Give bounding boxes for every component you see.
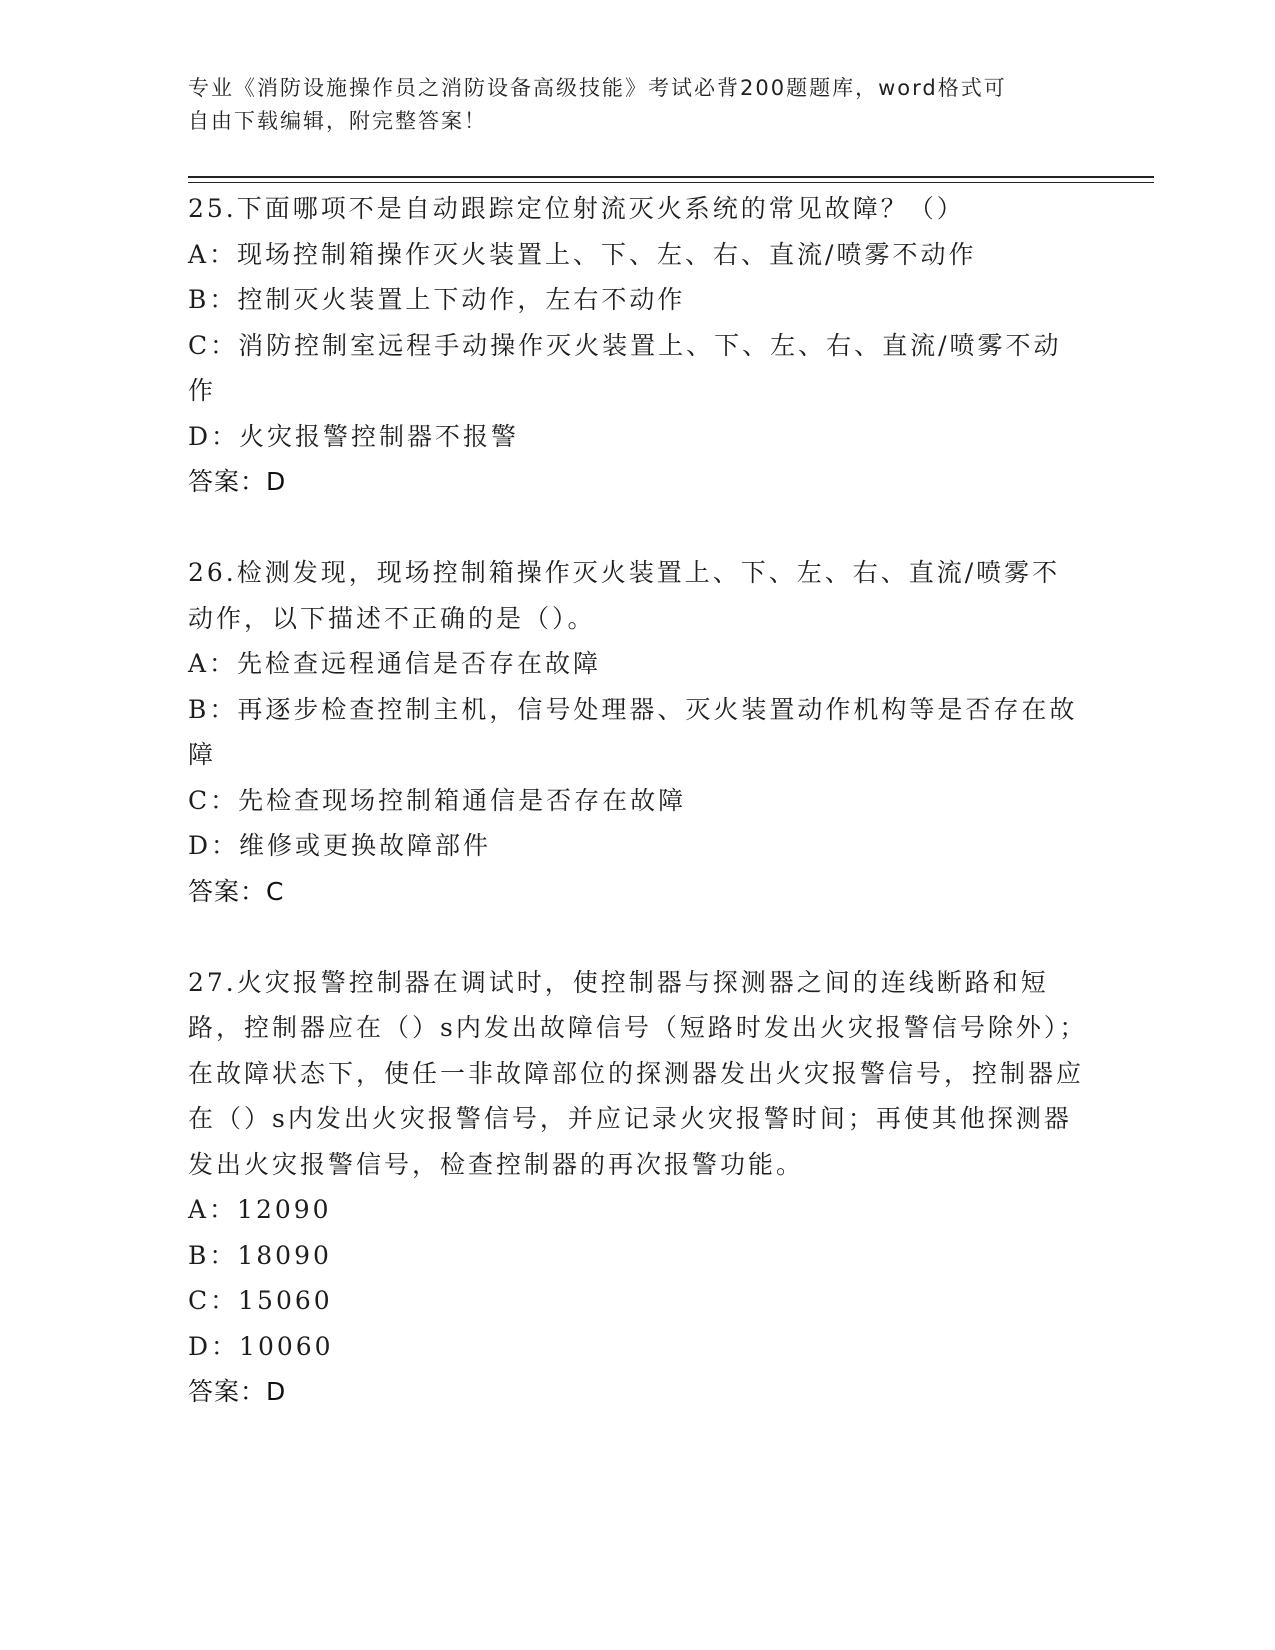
- question-26: [188, 550, 1088, 914]
- option-b: B：控制灭火装置上下动作，左右不动作: [188, 285, 686, 314]
- option-a: A：现场控制箱操作灭火装置上、下、左、右、直流/喷雾不动作: [188, 239, 977, 269]
- option-a: A：12090: [188, 1195, 332, 1224]
- document-header: [188, 72, 1068, 138]
- question-stem: 26.检测发现，现场控制箱操作灭火装置上、下、左、右、直流/喷雾不动作，以下描述不正确的是（）。: [188, 558, 1061, 633]
- header-divider-thin: [188, 182, 1154, 183]
- question-stem: 25.下面哪项不是自动跟踪定位射流灭火系统的常见故障？（）: [188, 194, 965, 223]
- question-25: [188, 186, 1088, 505]
- question-spacer: [188, 505, 1088, 551]
- question-27: [188, 960, 1088, 1415]
- option-c: C：消防控制室远程手动操作灭火装置上、下、左、右、直流/喷雾不动作: [188, 330, 1062, 405]
- answer-line: 答案：D: [188, 1377, 287, 1406]
- header-divider-thick: [188, 176, 1154, 178]
- option-c: C：15060: [188, 1286, 333, 1315]
- option-d: D：10060: [188, 1331, 334, 1361]
- option-b: B：18090: [188, 1240, 332, 1270]
- answer-line: 答案：D: [188, 467, 287, 496]
- option-d: D：维修或更换故障部件: [188, 831, 492, 860]
- option-a: A：先检查远程通信是否存在故障: [188, 649, 602, 678]
- answer-line: 答案：C: [188, 876, 285, 906]
- option-d: D：火灾报警控制器不报警: [188, 421, 520, 451]
- question-stem: 27.火灾报警控制器在调试时，使控制器与探测器之间的连线断路和短路，控制器应在（）s内发出故障信号（短路时发出火灾报警信号除外）；在故障状态下，使任一非故障部位的探测器发出火灾报警信号，控制器应在（）s内发出火灾报警信号，并应记录火灾报警时间；再使其他探测器发出火灾报警信号，检查控制器的再次报警功能。: [188, 967, 1088, 1179]
- option-b: B：再逐步检查控制主机，信号处理器、灭火装置动作机构等是否存在故障: [188, 694, 1078, 769]
- header-line-1: 专业《消防设施操作员之消防设备高级技能》考试必背200题题库，word格式可: [188, 76, 1007, 100]
- question-list: [188, 186, 1088, 1415]
- header-line-2: 自由下载编辑，附完整答案！: [188, 109, 487, 133]
- question-spacer: [188, 914, 1088, 960]
- option-c: C：先检查现场控制箱通信是否存在故障: [188, 785, 687, 815]
